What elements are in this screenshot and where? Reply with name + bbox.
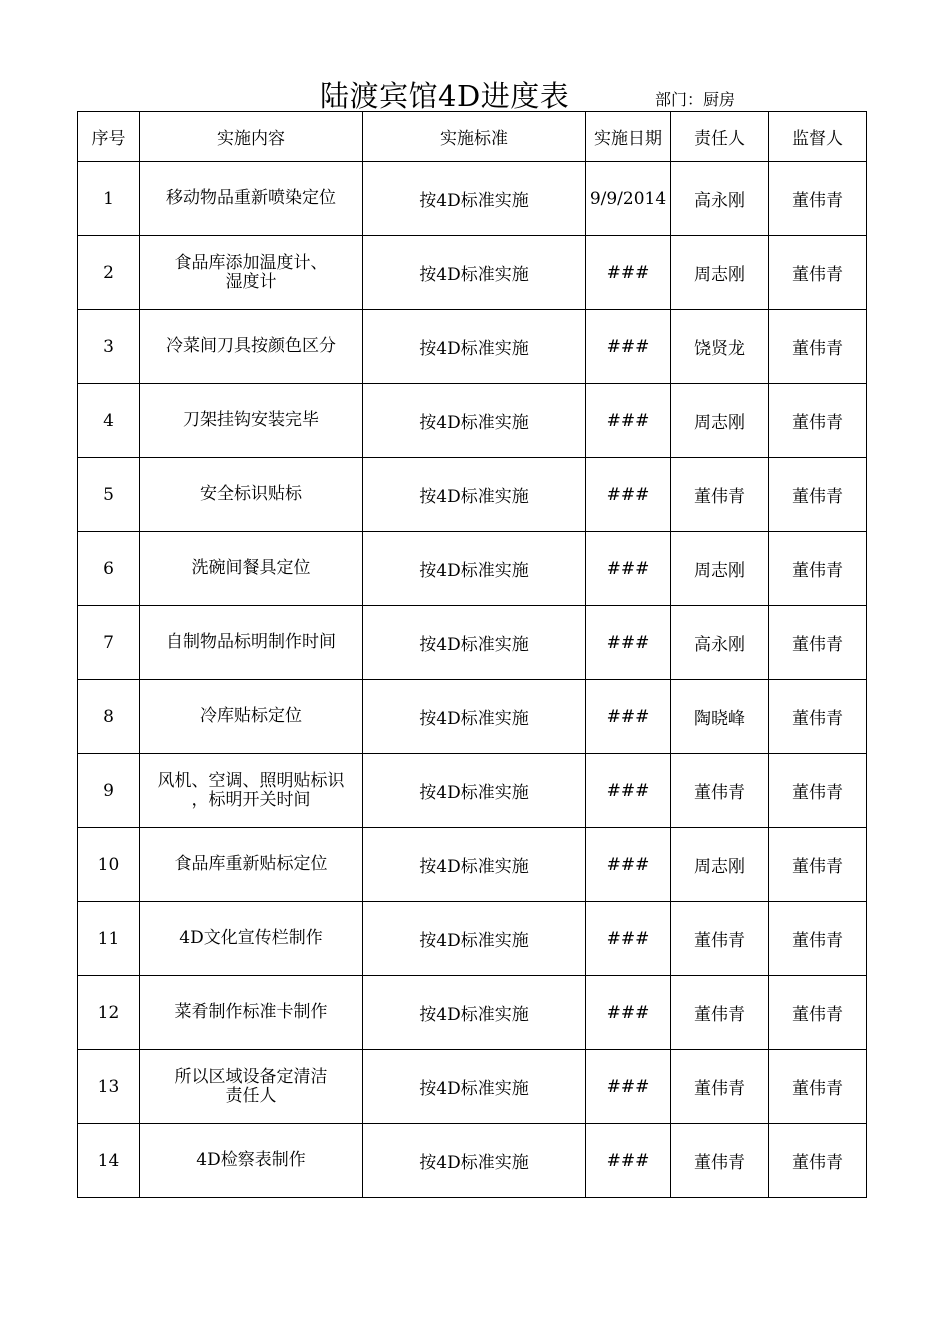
cell-no: 13 xyxy=(78,1050,140,1124)
cell-supervisor: 董伟青 xyxy=(769,828,867,902)
cell-no: 11 xyxy=(78,902,140,976)
cell-content: 移动物品重新喷染定位 xyxy=(140,162,363,236)
cell-owner: 陶晓峰 xyxy=(671,680,769,754)
cell-standard: 按4D标准实施 xyxy=(363,310,586,384)
cell-supervisor: 董伟青 xyxy=(769,754,867,828)
cell-owner: 董伟青 xyxy=(671,902,769,976)
cell-date: ### xyxy=(586,606,671,680)
table-row xyxy=(78,606,867,680)
header-date: 实施日期 xyxy=(586,112,671,162)
table-row xyxy=(78,384,867,458)
cell-no: 2 xyxy=(78,236,140,310)
table-row xyxy=(78,310,867,384)
cell-standard: 按4D标准实施 xyxy=(363,828,586,902)
cell-standard: 按4D标准实施 xyxy=(363,606,586,680)
cell-standard: 按4D标准实施 xyxy=(363,162,586,236)
cell-standard: 按4D标准实施 xyxy=(363,236,586,310)
cell-date: ### xyxy=(586,236,671,310)
cell-no: 9 xyxy=(78,754,140,828)
cell-no: 8 xyxy=(78,680,140,754)
header-no: 序号 xyxy=(78,112,140,162)
header-supervisor: 监督人 xyxy=(769,112,867,162)
cell-supervisor: 董伟青 xyxy=(769,310,867,384)
table-row xyxy=(78,902,867,976)
cell-owner: 董伟青 xyxy=(671,458,769,532)
cell-content: 冷库贴标定位 xyxy=(140,680,363,754)
cell-content: 风机、空调、照明贴标识 ，标明开关时间 xyxy=(140,754,363,828)
table-header-row xyxy=(78,112,867,162)
cell-owner: 董伟青 xyxy=(671,754,769,828)
cell-standard: 按4D标准实施 xyxy=(363,532,586,606)
cell-standard: 按4D标准实施 xyxy=(363,754,586,828)
cell-owner: 高永刚 xyxy=(671,606,769,680)
cell-no: 4 xyxy=(78,384,140,458)
cell-supervisor: 董伟青 xyxy=(769,680,867,754)
progress-table xyxy=(77,111,867,1198)
cell-no: 14 xyxy=(78,1124,140,1198)
table-row xyxy=(78,828,867,902)
cell-supervisor: 董伟青 xyxy=(769,532,867,606)
cell-content: 洗碗间餐具定位 xyxy=(140,532,363,606)
table-row xyxy=(78,754,867,828)
cell-standard: 按4D标准实施 xyxy=(363,902,586,976)
cell-owner: 董伟青 xyxy=(671,976,769,1050)
cell-no: 12 xyxy=(78,976,140,1050)
cell-standard: 按4D标准实施 xyxy=(363,680,586,754)
cell-owner: 周志刚 xyxy=(671,828,769,902)
cell-owner: 高永刚 xyxy=(671,162,769,236)
cell-content: 4D文化宣传栏制作 xyxy=(140,902,363,976)
table-row xyxy=(78,680,867,754)
cell-date: ### xyxy=(586,458,671,532)
cell-supervisor: 董伟青 xyxy=(769,162,867,236)
cell-supervisor: 董伟青 xyxy=(769,1124,867,1198)
page-title: 陆渡宾馆4D进度表 xyxy=(320,79,570,113)
cell-no: 3 xyxy=(78,310,140,384)
cell-date: ### xyxy=(586,310,671,384)
cell-supervisor: 董伟青 xyxy=(769,976,867,1050)
table-row xyxy=(78,976,867,1050)
cell-content: 4D检察表制作 xyxy=(140,1124,363,1198)
cell-supervisor: 董伟青 xyxy=(769,902,867,976)
table-row xyxy=(78,532,867,606)
cell-supervisor: 董伟青 xyxy=(769,606,867,680)
header-standard: 实施标准 xyxy=(363,112,586,162)
cell-supervisor: 董伟青 xyxy=(769,384,867,458)
cell-no: 5 xyxy=(78,458,140,532)
cell-date: 9/9/2014 xyxy=(586,162,671,236)
cell-content: 食品库添加温度计、 湿度计 xyxy=(140,236,363,310)
cell-supervisor: 董伟青 xyxy=(769,458,867,532)
table-row xyxy=(78,1124,867,1198)
cell-content: 冷菜间刀具按颜色区分 xyxy=(140,310,363,384)
cell-owner: 董伟青 xyxy=(671,1124,769,1198)
cell-no: 10 xyxy=(78,828,140,902)
cell-date: ### xyxy=(586,828,671,902)
cell-content: 所以区域设备定清洁 责任人 xyxy=(140,1050,363,1124)
header-content: 实施内容 xyxy=(140,112,363,162)
department-label: 部门：厨房 xyxy=(655,90,736,109)
cell-content: 安全标识贴标 xyxy=(140,458,363,532)
cell-date: ### xyxy=(586,754,671,828)
cell-content: 刀架挂钩安装完毕 xyxy=(140,384,363,458)
cell-owner: 周志刚 xyxy=(671,236,769,310)
cell-date: ### xyxy=(586,902,671,976)
cell-content: 菜肴制作标准卡制作 xyxy=(140,976,363,1050)
cell-supervisor: 董伟青 xyxy=(769,1050,867,1124)
cell-date: ### xyxy=(586,1050,671,1124)
cell-no: 7 xyxy=(78,606,140,680)
cell-standard: 按4D标准实施 xyxy=(363,384,586,458)
cell-date: ### xyxy=(586,532,671,606)
cell-no: 6 xyxy=(78,532,140,606)
header-owner: 责任人 xyxy=(671,112,769,162)
cell-owner: 周志刚 xyxy=(671,532,769,606)
cell-owner: 董伟青 xyxy=(671,1050,769,1124)
cell-standard: 按4D标准实施 xyxy=(363,1050,586,1124)
cell-standard: 按4D标准实施 xyxy=(363,976,586,1050)
cell-content: 食品库重新贴标定位 xyxy=(140,828,363,902)
cell-date: ### xyxy=(586,976,671,1050)
cell-owner: 饶贤龙 xyxy=(671,310,769,384)
cell-date: ### xyxy=(586,1124,671,1198)
cell-date: ### xyxy=(586,680,671,754)
table-row xyxy=(78,1050,867,1124)
cell-no: 1 xyxy=(78,162,140,236)
cell-supervisor: 董伟青 xyxy=(769,236,867,310)
table-row xyxy=(78,162,867,236)
table-row xyxy=(78,458,867,532)
cell-date: ### xyxy=(586,384,671,458)
cell-content: 自制物品标明制作时间 xyxy=(140,606,363,680)
cell-standard: 按4D标准实施 xyxy=(363,1124,586,1198)
cell-standard: 按4D标准实施 xyxy=(363,458,586,532)
table-row xyxy=(78,236,867,310)
cell-owner: 周志刚 xyxy=(671,384,769,458)
